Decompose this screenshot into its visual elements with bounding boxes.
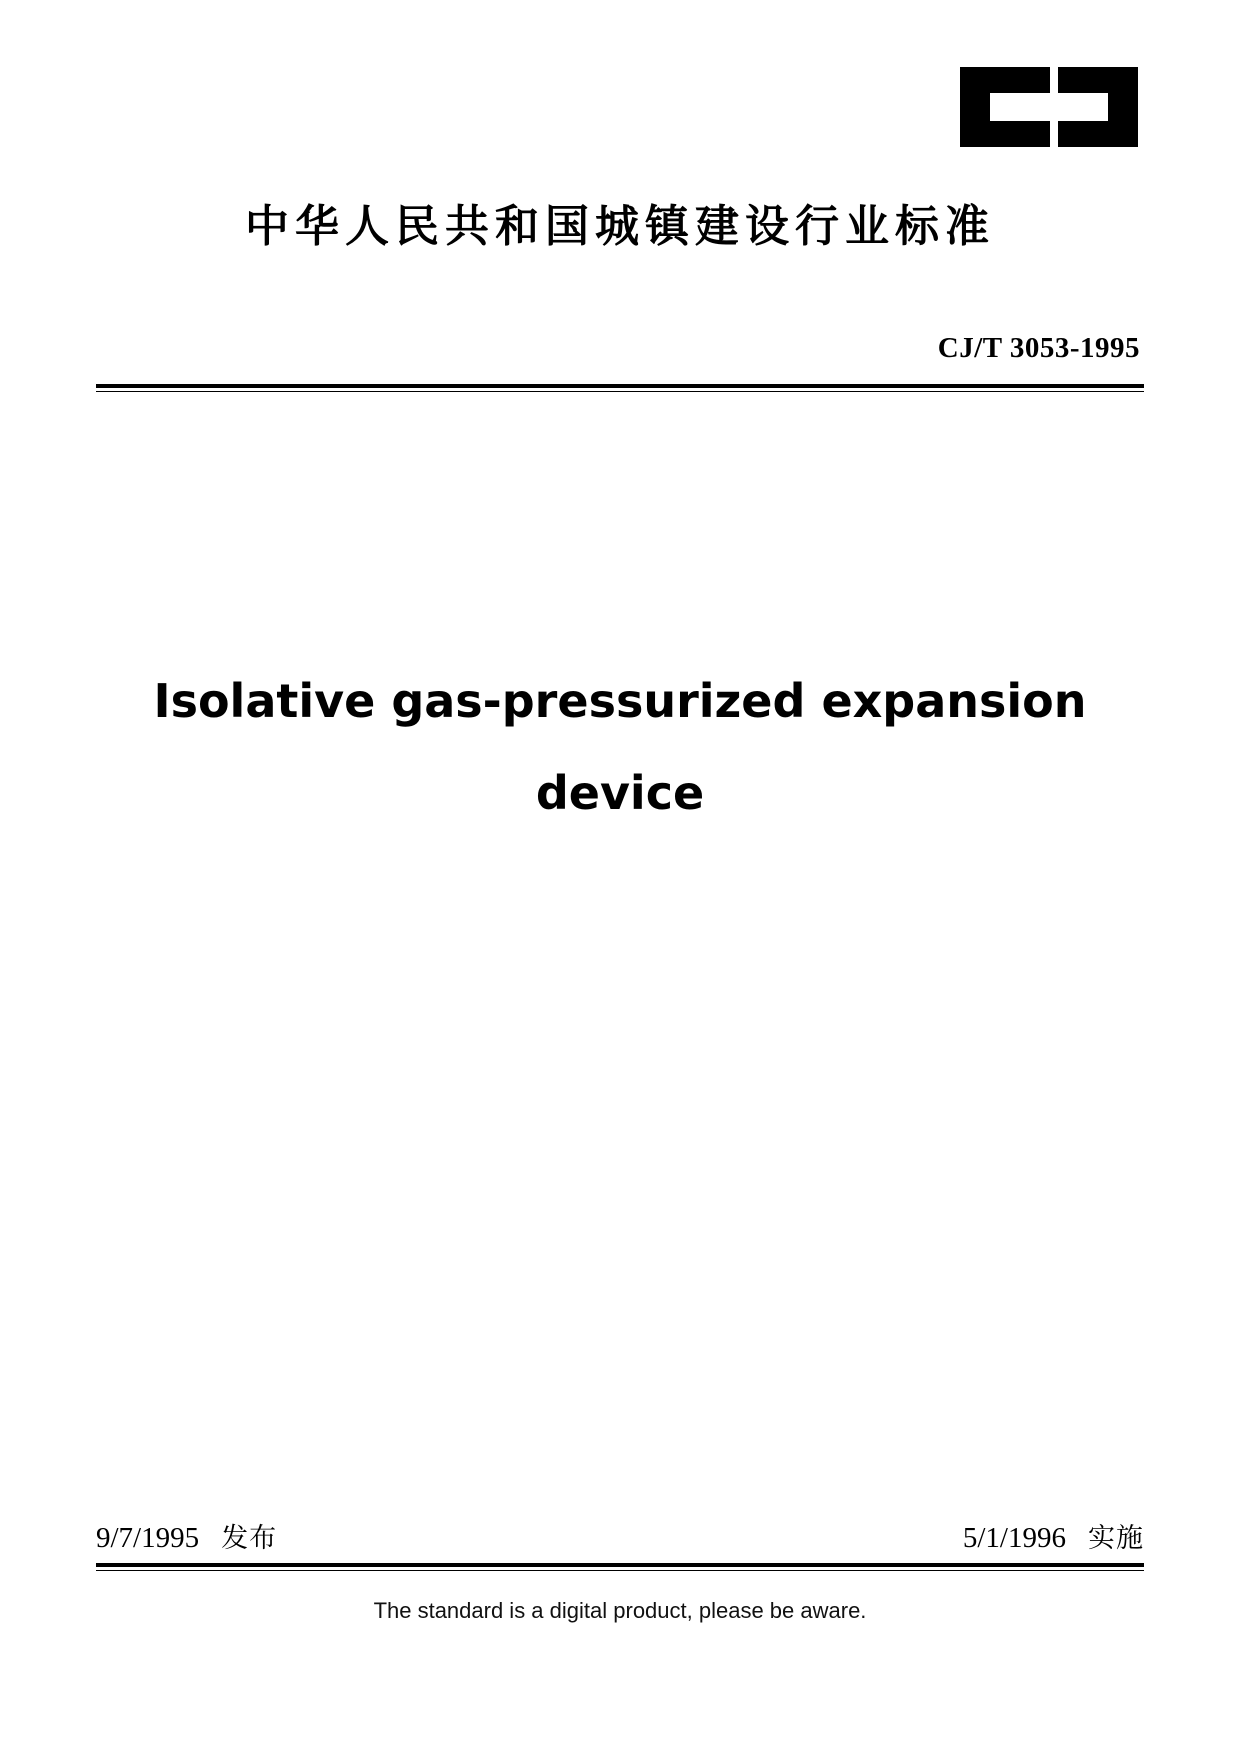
issue-label: 发布 — [221, 1523, 278, 1554]
footer-dates — [96, 1516, 1144, 1556]
digital-product-notice: The standard is a digital product, please be aware. — [373, 1598, 867, 1623]
cj-logo-icon — [944, 52, 1144, 162]
bottom-divider — [96, 1563, 1144, 1571]
top-divider-thick-line — [96, 384, 1144, 388]
bottom-divider-thin-line — [96, 1570, 1144, 1571]
page-title — [150, 655, 1090, 839]
issue-date: 9/7/1995 — [96, 1522, 200, 1554]
issue-date-group — [96, 1516, 277, 1555]
top-divider-thin-line — [96, 391, 1144, 392]
effective-date: 5/1/1996 — [962, 1522, 1066, 1554]
effective-date-group — [963, 1516, 1144, 1555]
standard-number: CJ/T 3053-1995 — [937, 332, 1140, 364]
bottom-divider-thick-line — [96, 1563, 1144, 1567]
chinese-standard-header: 中华人民共和国城镇建设行业标准 — [245, 201, 995, 252]
page-title-line-2: device — [535, 766, 705, 820]
top-divider — [96, 384, 1144, 392]
page-title-line-1: Isolative gas-pressurized expansion — [153, 674, 1087, 728]
effective-label: 实施 — [1088, 1523, 1144, 1554]
